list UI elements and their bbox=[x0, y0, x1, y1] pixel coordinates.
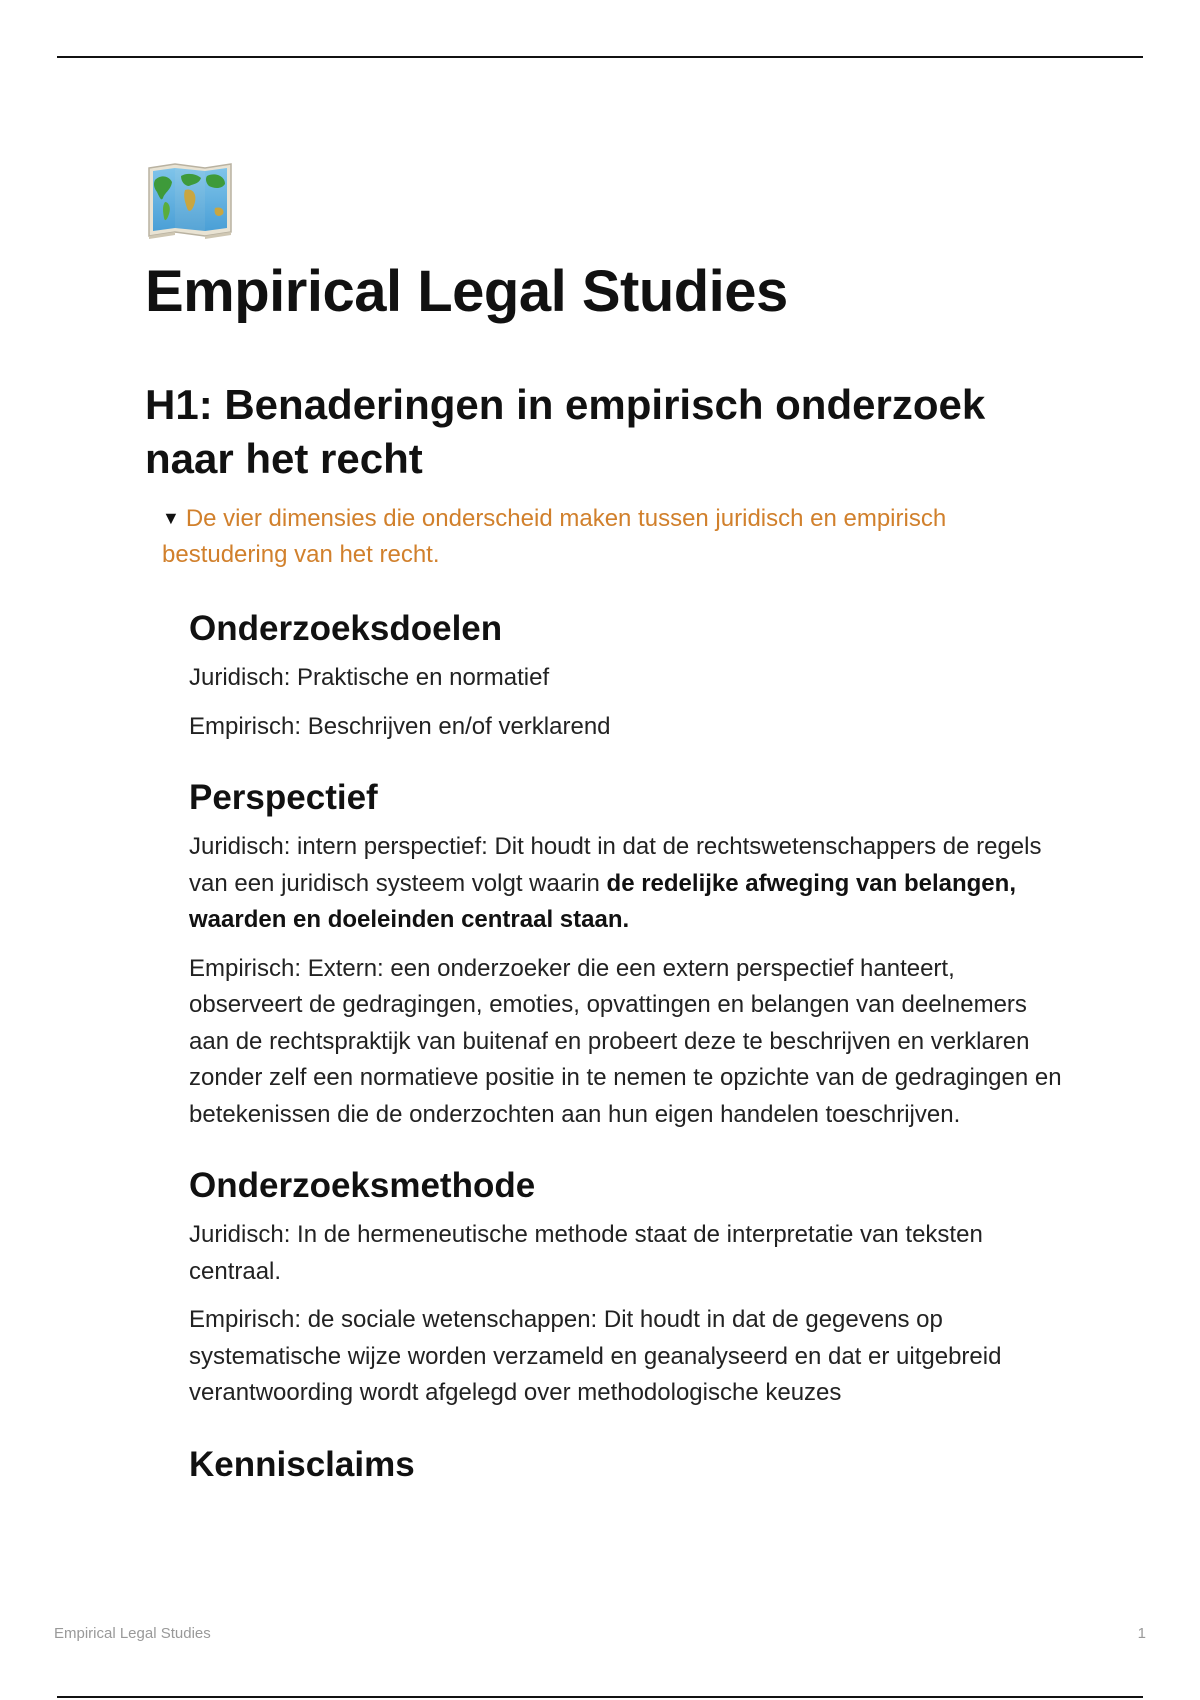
footer-page-number: 1 bbox=[1137, 1625, 1146, 1642]
section-onderzoeksdoelen bbox=[189, 604, 1069, 745]
paragraph: Empirisch: de sociale wetenschappen: Dit houdt in dat de gegevens op systematische wijze worden verzameld en geanalyseerd en dat er uitgebreid verantwoording wordt afgelegd over methodologische keuzes bbox=[189, 1306, 1002, 1406]
toggle-block[interactable] bbox=[162, 500, 1062, 573]
section-kennisclaims bbox=[189, 1440, 1069, 1490]
section-title: Onderzoeksmethode bbox=[189, 1166, 536, 1205]
toggle-arrow-icon[interactable]: ▼ bbox=[162, 508, 180, 528]
paragraph-text: Juridisch: intern perspectief: Dit houdt in dat de rechtswetenschappers de regels van een juridisch systeem volgt waarin bbox=[189, 833, 1042, 897]
section-title: Kennisclaims bbox=[189, 1444, 415, 1484]
paragraph: Juridisch: In de hermeneutische methode staat de interpretatie van teksten centraal. bbox=[189, 1221, 983, 1285]
chapter-heading: H1: Benaderingen in empirisch onderzoek naar het recht bbox=[145, 381, 986, 482]
paragraph: Empirisch: Beschrijven en/of verklarend bbox=[189, 712, 611, 740]
footer-document-title: Empirical Legal Studies bbox=[54, 1625, 211, 1642]
paragraph-bold-text: de redelijke afweging van belangen, waarden en doeleinden centraal staan. bbox=[189, 869, 1016, 933]
paragraph: Empirisch: Extern: een onderzoeker die een extern perspectief hanteert, observeert de gedragingen, emoties, opvattingen en belangen van deelnemers aan de rechtspraktijk van buitenaf en probeert deze te beschrijven en verklaren zonder zelf een normatieve positie in te nemen te opzichte van de gedragingen en betekenissen die de onderzochten aan hun eigen handelen toeschrijven. bbox=[189, 954, 1062, 1128]
document-title: Empirical Legal Studies bbox=[145, 259, 788, 324]
section-onderzoeksmethode bbox=[189, 1161, 1069, 1412]
section-title: Onderzoeksdoelen bbox=[189, 609, 503, 648]
paragraph bbox=[189, 829, 1069, 939]
top-divider bbox=[57, 56, 1143, 58]
section-title: Perspectief bbox=[189, 778, 378, 817]
bottom-divider bbox=[57, 1696, 1143, 1698]
world-map-icon bbox=[145, 162, 235, 240]
paragraph: Juridisch: Praktische en normatief bbox=[189, 664, 550, 691]
section-perspectief bbox=[189, 773, 1069, 1133]
toggle-content bbox=[189, 604, 1069, 1490]
toggle-summary: De vier dimensies die onderscheid maken tussen juridisch en empirisch bestudering van het recht. bbox=[162, 505, 947, 568]
